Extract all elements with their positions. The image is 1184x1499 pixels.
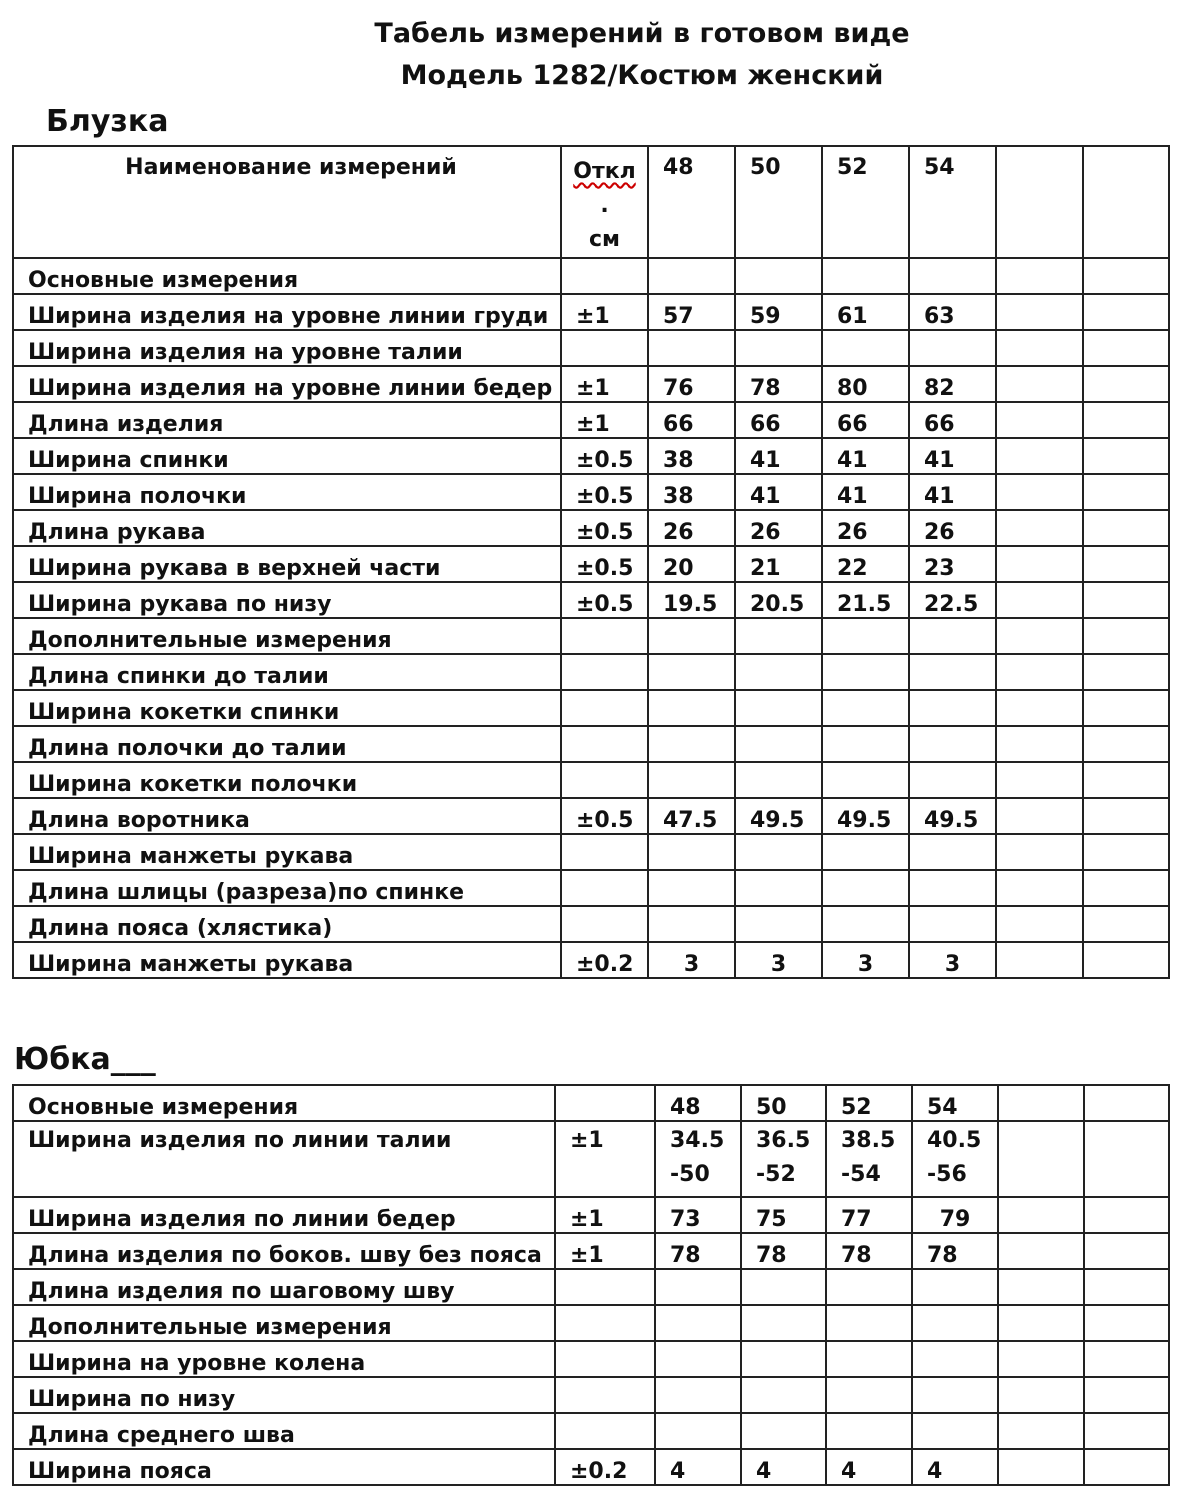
table-row xyxy=(13,366,1169,402)
table-row xyxy=(13,798,1169,834)
size-value-cell xyxy=(996,762,1083,798)
tolerance-cell xyxy=(555,1305,655,1341)
measurement-name: Длина рукава xyxy=(13,510,561,546)
size-value-cell xyxy=(909,690,996,726)
size-value-cell: 59 xyxy=(735,294,822,330)
table-row xyxy=(13,690,1169,726)
table-row xyxy=(13,1085,1169,1121)
table-row xyxy=(13,1449,1169,1485)
size-value-cell xyxy=(648,690,735,726)
table-row xyxy=(13,1341,1169,1377)
table-row xyxy=(13,546,1169,582)
value-line1: 38.5 xyxy=(841,1128,896,1153)
size-value-cell xyxy=(1084,1197,1169,1233)
size-value-cell xyxy=(1084,1085,1169,1121)
size-value-cell xyxy=(648,330,735,366)
size-value-cell xyxy=(822,258,909,294)
table-row xyxy=(13,330,1169,366)
size-value-cell xyxy=(996,834,1083,870)
tolerance-cell: ±1 xyxy=(561,402,648,438)
size-value-cell: 26 xyxy=(909,510,996,546)
size-value-cell: 22 xyxy=(822,546,909,582)
tolerance-cell xyxy=(561,690,648,726)
size-value-cell xyxy=(996,654,1083,690)
measurement-name: Длина воротника xyxy=(13,798,561,834)
size-value-cell xyxy=(909,654,996,690)
table-row xyxy=(13,1233,1169,1269)
size-value-cell xyxy=(1083,258,1169,294)
size-value-cell: 41 xyxy=(735,438,822,474)
size-value-cell xyxy=(996,906,1083,942)
table-row xyxy=(13,906,1169,942)
measurement-name: Ширина на уровне колена xyxy=(13,1341,555,1377)
measurement-name: Дополнительные измерения xyxy=(13,618,561,654)
size-value-cell: 50 xyxy=(741,1085,826,1121)
table-row xyxy=(13,1413,1169,1449)
tolerance-cell: ±0.5 xyxy=(561,798,648,834)
size-value-cell: 41 xyxy=(735,474,822,510)
size-value-cell xyxy=(1083,870,1169,906)
size-value-cell xyxy=(822,762,909,798)
table-header-row xyxy=(13,146,1169,258)
size-value-cell xyxy=(998,1305,1084,1341)
size-value-cell xyxy=(735,618,822,654)
size-value-cell xyxy=(996,726,1083,762)
column-header-size: 48 xyxy=(648,146,735,258)
section-title-skirt: Юбка___ xyxy=(14,1042,156,1077)
size-value-cell xyxy=(826,1269,912,1305)
size-value-cell xyxy=(998,1413,1084,1449)
tolerance-cell xyxy=(555,1341,655,1377)
size-value-cell xyxy=(998,1377,1084,1413)
size-value-cell xyxy=(741,1377,826,1413)
size-value-cell xyxy=(822,906,909,942)
size-value-cell xyxy=(648,870,735,906)
skirt-measurements-table xyxy=(12,1084,1170,1486)
measurement-name: Ширина спинки xyxy=(13,438,561,474)
size-value-cell xyxy=(1084,1449,1169,1485)
tolerance-cell: ±1 xyxy=(561,366,648,402)
tolerance-cell: ±1 xyxy=(555,1121,655,1197)
size-value-cell xyxy=(909,870,996,906)
size-value-cell: 38 xyxy=(648,438,735,474)
measurement-name: Ширина полочки xyxy=(13,474,561,510)
size-value-cell xyxy=(1083,366,1169,402)
size-value-cell: 4 xyxy=(912,1449,998,1485)
size-value-cell xyxy=(996,402,1083,438)
size-value-cell: 76 xyxy=(648,366,735,402)
size-value-cell xyxy=(735,258,822,294)
size-value-cell: 26 xyxy=(648,510,735,546)
size-value-cell xyxy=(996,798,1083,834)
size-value-cell: 20 xyxy=(648,546,735,582)
size-value-cell xyxy=(996,942,1083,978)
size-value-cell xyxy=(735,654,822,690)
measurement-name: Длина изделия xyxy=(13,402,561,438)
size-value-cell: 41 xyxy=(909,474,996,510)
size-value-cell: 66 xyxy=(822,402,909,438)
tolerance-cell xyxy=(561,618,648,654)
size-value-cell xyxy=(735,762,822,798)
table-row xyxy=(13,510,1169,546)
size-value-cell xyxy=(655,1341,741,1377)
size-value-cell: 41 xyxy=(909,438,996,474)
blouse-measurements-table xyxy=(12,145,1170,979)
measurement-name: Ширина изделия по линии бедер xyxy=(13,1197,555,1233)
size-value-cell xyxy=(655,1305,741,1341)
table-row xyxy=(13,1377,1169,1413)
size-value-cell: 73 xyxy=(655,1197,741,1233)
value-line1: 40.5 xyxy=(927,1128,982,1153)
size-value-cell xyxy=(912,1305,998,1341)
size-value-cell xyxy=(1083,546,1169,582)
table-row xyxy=(13,870,1169,906)
size-value-cell xyxy=(1083,402,1169,438)
size-value-cell xyxy=(741,1269,826,1305)
size-value-cell: 3 xyxy=(648,942,735,978)
size-value-cell xyxy=(735,870,822,906)
size-value-cell: 49.5 xyxy=(909,798,996,834)
size-value-cell xyxy=(909,330,996,366)
size-value-cell xyxy=(998,1197,1084,1233)
column-header-size xyxy=(996,146,1083,258)
size-value-cell: 49.5 xyxy=(822,798,909,834)
tolerance-cell xyxy=(561,654,648,690)
size-value-cell xyxy=(1083,510,1169,546)
size-value-cell: 78 xyxy=(912,1233,998,1269)
size-value-cell xyxy=(822,654,909,690)
size-value-cell xyxy=(648,258,735,294)
size-value-cell xyxy=(648,726,735,762)
tolerance-cell: ±0.2 xyxy=(561,942,648,978)
size-value-cell: 78 xyxy=(735,366,822,402)
table-row xyxy=(13,654,1169,690)
table-row xyxy=(13,1305,1169,1341)
value-line1: 36.5 xyxy=(756,1128,811,1153)
size-value-cell xyxy=(998,1121,1084,1197)
size-value-cell xyxy=(912,1269,998,1305)
size-value-cell xyxy=(655,1377,741,1413)
size-value-cell xyxy=(996,474,1083,510)
size-value-cell xyxy=(1083,726,1169,762)
table-row xyxy=(13,726,1169,762)
size-value-cell: 3 xyxy=(822,942,909,978)
measurement-name: Длина спинки до талии xyxy=(13,654,561,690)
size-value-cell xyxy=(822,618,909,654)
size-value-cell: 26 xyxy=(822,510,909,546)
measurement-name: Основные измерения xyxy=(13,258,561,294)
size-value-cell: 77 xyxy=(826,1197,912,1233)
size-value-cell xyxy=(912,1377,998,1413)
size-value-cell xyxy=(741,1413,826,1449)
size-value-cell: 66 xyxy=(648,402,735,438)
measurement-name: Длина шлицы (разреза)по спинке xyxy=(13,870,561,906)
tolerance-cell: ±0.5 xyxy=(561,546,648,582)
size-value-cell: 78 xyxy=(826,1233,912,1269)
size-value-cell: 20.5 xyxy=(735,582,822,618)
tolerance-cell xyxy=(561,906,648,942)
size-value-cell xyxy=(655,1413,741,1449)
size-value-cell xyxy=(822,726,909,762)
size-value-cell: 80 xyxy=(822,366,909,402)
size-value-cell: 52 xyxy=(826,1085,912,1121)
table-row xyxy=(13,942,1169,978)
size-value-cell xyxy=(1083,294,1169,330)
size-value-cell xyxy=(648,906,735,942)
value-line1: 34.5 xyxy=(670,1128,725,1153)
column-header-size: 54 xyxy=(909,146,996,258)
size-value-cell xyxy=(1083,654,1169,690)
size-value-cell xyxy=(822,870,909,906)
size-value-cell xyxy=(912,1413,998,1449)
size-value-cell xyxy=(826,1341,912,1377)
measurement-name: Длина пояса (хлястика) xyxy=(13,906,561,942)
size-value-cell xyxy=(735,330,822,366)
size-value-cell xyxy=(735,834,822,870)
size-value-cell xyxy=(998,1233,1084,1269)
size-value-cell xyxy=(822,834,909,870)
size-value-cell: 41 xyxy=(822,438,909,474)
measurement-name: Ширина изделия на уровне линии бедер xyxy=(13,366,561,402)
size-value-cell: 21.5 xyxy=(822,582,909,618)
size-value-cell xyxy=(735,906,822,942)
tolerance-cell xyxy=(555,1377,655,1413)
measurement-name: Длина изделия по шаговому шву xyxy=(13,1269,555,1305)
tolerance-label-line1: Откл xyxy=(573,159,636,184)
size-value-cell xyxy=(741,1305,826,1341)
size-value-cell xyxy=(1083,798,1169,834)
size-value-cell: 66 xyxy=(735,402,822,438)
size-value-cell xyxy=(648,834,735,870)
size-value-cell: 48 xyxy=(655,1085,741,1121)
size-value-cell xyxy=(996,258,1083,294)
tolerance-cell: ±0.5 xyxy=(561,438,648,474)
size-value-cell xyxy=(741,1341,826,1377)
tolerance-label-line3: см xyxy=(588,227,621,252)
size-value-cell: 3 xyxy=(735,942,822,978)
measurement-name: Ширина рукава по низу xyxy=(13,582,561,618)
column-header-size: 50 xyxy=(735,146,822,258)
document-title: Табель измерений в готовом виде xyxy=(374,18,910,49)
size-value-cell xyxy=(998,1341,1084,1377)
table-row xyxy=(13,1121,1169,1197)
column-header-size: 52 xyxy=(822,146,909,258)
size-value-cell: 49.5 xyxy=(735,798,822,834)
size-value-cell xyxy=(735,690,822,726)
table-row xyxy=(13,438,1169,474)
size-value-cell xyxy=(998,1449,1084,1485)
size-value-cell xyxy=(1083,690,1169,726)
size-value-cell xyxy=(909,906,996,942)
size-value-cell: 22.5 xyxy=(909,582,996,618)
tolerance-cell: ±1 xyxy=(555,1197,655,1233)
value-line2: -50 xyxy=(670,1162,710,1187)
tolerance-cell xyxy=(555,1269,655,1305)
size-value-cell: 4 xyxy=(655,1449,741,1485)
size-value-cell xyxy=(1083,834,1169,870)
size-value-cell: 47.5 xyxy=(648,798,735,834)
tolerance-cell xyxy=(561,726,648,762)
size-value-cell: 21 xyxy=(735,546,822,582)
tolerance-cell xyxy=(561,330,648,366)
tolerance-cell xyxy=(561,762,648,798)
size-value-cell: 3 xyxy=(909,942,996,978)
size-value-cell xyxy=(822,330,909,366)
tolerance-cell: ±1 xyxy=(561,294,648,330)
tolerance-cell: ±0.5 xyxy=(561,510,648,546)
size-value-cell: 4 xyxy=(826,1449,912,1485)
size-value-cell xyxy=(912,1341,998,1377)
measurement-name: Ширина манжеты рукава xyxy=(13,834,561,870)
size-value-cell xyxy=(909,618,996,654)
size-value-cell xyxy=(996,438,1083,474)
size-value-cell xyxy=(826,1413,912,1449)
size-value-cell xyxy=(909,726,996,762)
tolerance-cell xyxy=(555,1085,655,1121)
size-value-cell xyxy=(741,1121,826,1197)
size-value-cell xyxy=(822,690,909,726)
size-value-cell xyxy=(1084,1413,1169,1449)
size-value-cell xyxy=(1083,582,1169,618)
value-line2: -52 xyxy=(756,1162,796,1187)
size-value-cell xyxy=(996,618,1083,654)
table-row xyxy=(13,402,1169,438)
size-value-cell xyxy=(998,1085,1084,1121)
size-value-cell: 78 xyxy=(655,1233,741,1269)
measurement-name: Ширина кокетки спинки xyxy=(13,690,561,726)
size-value-cell xyxy=(1084,1377,1169,1413)
value-line2: -56 xyxy=(927,1162,967,1187)
size-value-cell: 63 xyxy=(909,294,996,330)
size-value-cell xyxy=(996,366,1083,402)
table-row xyxy=(13,762,1169,798)
size-value-cell xyxy=(648,618,735,654)
measurement-name: Ширина изделия по линии талии xyxy=(13,1121,555,1197)
size-value-cell: 19.5 xyxy=(648,582,735,618)
table-row xyxy=(13,618,1169,654)
measurement-name: Ширина пояса xyxy=(13,1449,555,1485)
size-value-cell: 57 xyxy=(648,294,735,330)
size-value-cell: 41 xyxy=(822,474,909,510)
tolerance-cell: ±0.5 xyxy=(561,582,648,618)
size-value-cell: 78 xyxy=(741,1233,826,1269)
size-value-cell xyxy=(998,1269,1084,1305)
size-value-cell xyxy=(996,294,1083,330)
size-value-cell: 66 xyxy=(909,402,996,438)
size-value-cell xyxy=(648,762,735,798)
size-value-cell xyxy=(1083,942,1169,978)
size-value-cell xyxy=(996,690,1083,726)
size-value-cell xyxy=(1084,1233,1169,1269)
size-value-cell: 23 xyxy=(909,546,996,582)
size-value-cell xyxy=(909,258,996,294)
size-value-cell xyxy=(648,654,735,690)
size-value-cell xyxy=(909,762,996,798)
size-value-cell xyxy=(655,1121,741,1197)
size-value-cell xyxy=(826,1305,912,1341)
size-value-cell xyxy=(996,510,1083,546)
table-row xyxy=(13,258,1169,294)
size-value-cell xyxy=(1084,1121,1169,1197)
tolerance-label-line2: . xyxy=(600,193,609,218)
measurement-name: Дополнительные измерения xyxy=(13,1305,555,1341)
table-row xyxy=(13,474,1169,510)
size-value-cell xyxy=(1084,1305,1169,1341)
tolerance-cell xyxy=(561,834,648,870)
size-value-cell: 61 xyxy=(822,294,909,330)
measurement-name: Основные измерения xyxy=(13,1085,555,1121)
size-value-cell: 54 xyxy=(912,1085,998,1121)
table-row xyxy=(13,294,1169,330)
table-row xyxy=(13,1197,1169,1233)
size-value-cell xyxy=(996,546,1083,582)
size-value-cell xyxy=(1083,438,1169,474)
size-value-cell: 38 xyxy=(648,474,735,510)
table-row xyxy=(13,582,1169,618)
size-value-cell xyxy=(909,834,996,870)
measurement-name: Ширина манжеты рукава xyxy=(13,942,561,978)
size-value-cell xyxy=(996,870,1083,906)
tolerance-cell xyxy=(561,258,648,294)
size-value-cell xyxy=(1084,1269,1169,1305)
size-value-cell xyxy=(996,582,1083,618)
size-value-cell xyxy=(655,1269,741,1305)
size-value-cell xyxy=(826,1377,912,1413)
column-header-size xyxy=(1083,146,1169,258)
column-header-tolerance xyxy=(561,146,648,258)
size-value-cell xyxy=(1083,762,1169,798)
measurement-name: Ширина рукава в верхней части xyxy=(13,546,561,582)
size-value-cell xyxy=(1083,474,1169,510)
value-line2: -54 xyxy=(841,1162,881,1187)
tolerance-cell: ±0.2 xyxy=(555,1449,655,1485)
size-value-cell xyxy=(735,726,822,762)
size-value-cell xyxy=(996,330,1083,366)
document-subtitle: Модель 1282/Костюм женский xyxy=(400,60,884,91)
measurement-name: Длина изделия по боков. шву без пояса xyxy=(13,1233,555,1269)
size-value-cell: 4 xyxy=(741,1449,826,1485)
table-row xyxy=(13,834,1169,870)
size-value-cell xyxy=(826,1121,912,1197)
size-value-cell: 26 xyxy=(735,510,822,546)
measurement-name: Ширина изделия на уровне линии груди xyxy=(13,294,561,330)
size-value-cell: 82 xyxy=(909,366,996,402)
size-value-cell xyxy=(1083,330,1169,366)
tolerance-cell: ±1 xyxy=(555,1233,655,1269)
measurement-name: Ширина по низу xyxy=(13,1377,555,1413)
size-value-cell xyxy=(912,1121,998,1197)
tolerance-cell xyxy=(561,870,648,906)
measurement-name: Ширина кокетки полочки xyxy=(13,762,561,798)
size-value-cell: 79 xyxy=(912,1197,998,1233)
measurement-name: Длина среднего шва xyxy=(13,1413,555,1449)
measurement-name: Ширина изделия на уровне талии xyxy=(13,330,561,366)
size-value-cell: 75 xyxy=(741,1197,826,1233)
tolerance-cell xyxy=(555,1413,655,1449)
column-header-name: Наименование измерений xyxy=(13,146,561,258)
size-value-cell xyxy=(1083,906,1169,942)
size-value-cell xyxy=(1083,618,1169,654)
section-title-blouse: Блузка xyxy=(46,104,169,139)
table-row xyxy=(13,1269,1169,1305)
measurement-name: Длина полочки до талии xyxy=(13,726,561,762)
size-value-cell xyxy=(1084,1341,1169,1377)
tolerance-cell: ±0.5 xyxy=(561,474,648,510)
